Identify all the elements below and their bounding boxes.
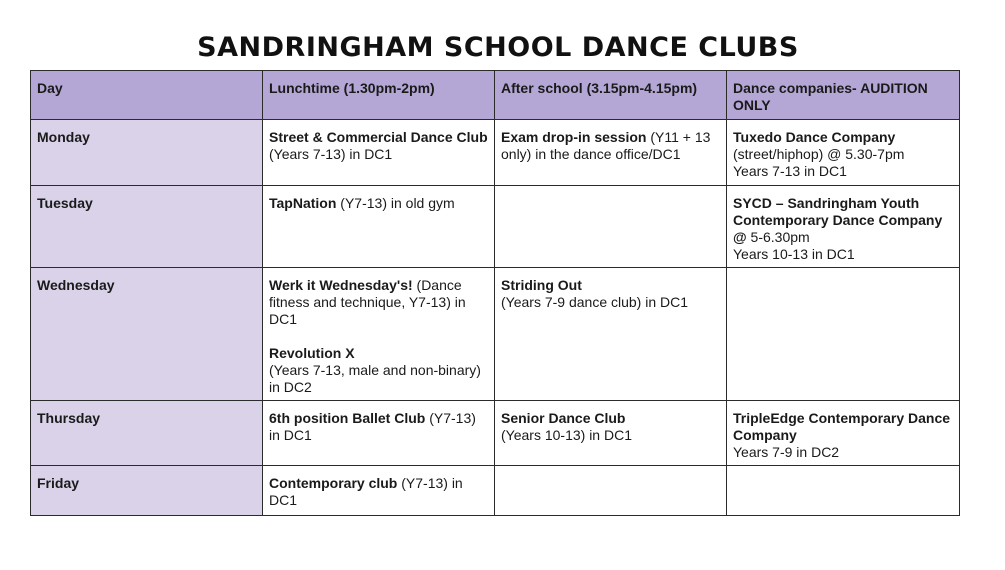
club-name: Revolution X [269, 345, 355, 361]
club-details: (Y11 + 13 only) in the dance office/DC1 [501, 129, 711, 162]
club-name: 6th position Ballet Club [269, 410, 426, 426]
companies-cell [727, 186, 960, 268]
company-years: Years 7-9 in DC2 [733, 444, 840, 460]
table-row-wednesday [31, 268, 960, 401]
header-dance-companies: Dance companies- AUDITION ONLY [727, 71, 960, 120]
companies-cell [727, 268, 960, 401]
day-cell: Thursday [31, 401, 263, 466]
after-school-cell [495, 186, 727, 268]
day-cell: Friday [31, 466, 263, 516]
company-years: Years 10-13 in DC1 [733, 246, 855, 262]
header-lunchtime: Lunchtime (1.30pm-2pm) [263, 71, 495, 120]
page-title: SANDRINGHAM SCHOOL DANCE CLUBS [197, 32, 799, 63]
club-details: (Y7-13) in DC1 [269, 410, 476, 443]
club-details: (Years 10-13) in DC1 [501, 427, 632, 443]
table-row-monday [31, 120, 960, 186]
after-school-cell [495, 401, 727, 466]
company-details: (street/hiphop) @ 5.30-7pm [733, 146, 905, 162]
lunchtime-cell [263, 120, 495, 186]
day-cell: Tuesday [31, 186, 263, 268]
club-details: (Y7-13) in old gym [336, 195, 455, 211]
table-row-thursday [31, 401, 960, 466]
club-name: Street & Commercial Dance Club [269, 129, 488, 145]
club-name: TapNation [269, 195, 337, 211]
club-name: Senior Dance Club [501, 410, 626, 426]
company-details: 5-6.30pm [746, 229, 810, 245]
company-years: Years 7-13 in DC1 [733, 163, 847, 179]
lunchtime-cell [263, 186, 495, 268]
club-details: (Dance fitness and technique, Y7-13) in DC1 [269, 277, 466, 327]
club-details: (Y7-13) in DC1 [269, 475, 463, 508]
companies-cell [727, 466, 960, 516]
header-day: Day [31, 71, 263, 120]
club-name: Werk it Wednesday's! [269, 277, 413, 293]
after-school-cell [495, 268, 727, 401]
header-row [31, 71, 960, 120]
after-school-cell [495, 120, 727, 186]
dance-clubs-table [30, 70, 960, 516]
day-cell: Monday [31, 120, 263, 186]
club-name: Exam drop-in session [501, 129, 647, 145]
table-row-tuesday [31, 186, 960, 268]
lunchtime-cell [263, 466, 495, 516]
club-name: Contemporary club [269, 475, 398, 491]
club-details: (Years 7-9 dance club) in DC1 [501, 294, 689, 310]
lunchtime-cell [263, 401, 495, 466]
companies-cell [727, 120, 960, 186]
company-name: TripleEdge Contemporary Dance Company [733, 410, 951, 443]
table-row-friday [31, 466, 960, 516]
after-school-cell [495, 466, 727, 516]
company-name: SYCD – Sandringham Youth Contemporary Dance Company @ [733, 195, 943, 245]
club-details: (Years 7-13, male and non-binary) in DC2 [269, 362, 481, 395]
company-name: Tuxedo Dance Company [733, 129, 896, 145]
club-details: (Years 7-13) in DC1 [269, 146, 393, 162]
day-cell: Wednesday [31, 268, 263, 401]
club-name: Striding Out [501, 277, 582, 293]
header-after-school: After school (3.15pm-4.15pm) [495, 71, 727, 120]
lunchtime-cell [263, 268, 495, 401]
companies-cell [727, 401, 960, 466]
